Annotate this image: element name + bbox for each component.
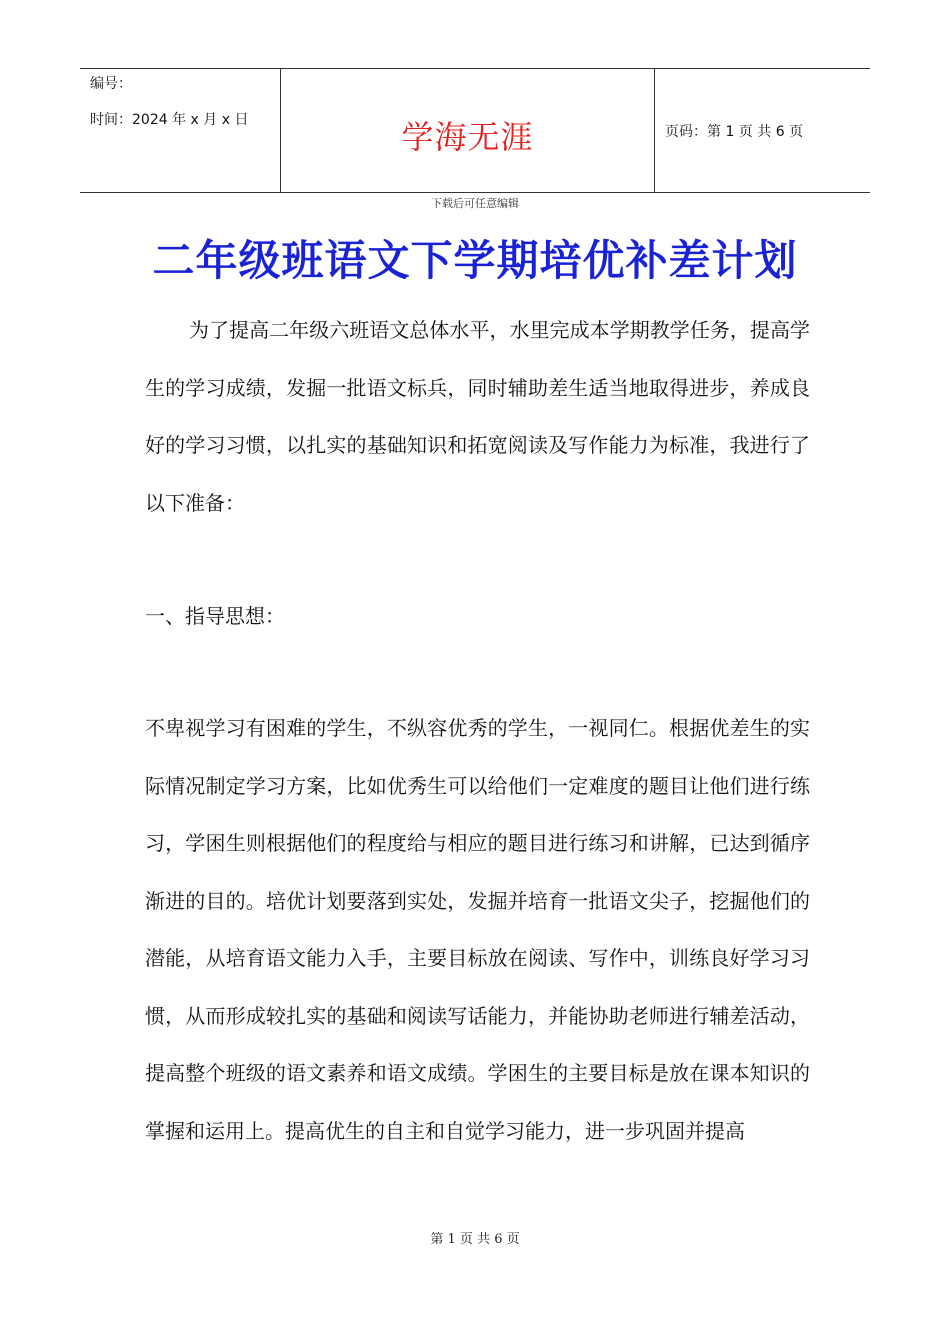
document-header <box>80 68 870 193</box>
document-number-label: 编号： <box>90 76 132 92</box>
document-title: 二年级班语文下学期培优补差计划 <box>152 236 798 285</box>
header-info-cell <box>80 69 281 192</box>
section-body-paragraph: 不卑视学习有困难的学生，不纵容优秀的学生，一视同仁。根据优差生的实际情况制定学习方案，比如优秀生可以给他们一定难度的题目让他们进行练习，学困生则根据他们的程度给与相应的题目进行练习和讲解，已达到循序渐进的目的。培优计划要落到实处，发掘并培育一批语文尖子，挖掘他们的潜能，从培育语文能力入手，主要目标放在阅读、写作中，训练良好学习习惯，从而形成较扎实的基础和阅读写话能力，并能协助老师进行辅差活动，提高整个班级的语文素养和语文成绩。学困生的主要目标是放在课本知识的掌握和运用上。提高优生的自主和自觉学习能力，进一步巩固并提高 <box>145 716 810 1143</box>
page-code-label: 页码：第 1 页 共 6 页 <box>665 123 804 140</box>
brand-title: 学海无涯 <box>401 117 534 156</box>
section-heading: 一、指导思想： <box>145 604 285 628</box>
header-brand-cell <box>281 69 655 192</box>
download-note: 下载后可任意编辑 <box>431 197 519 210</box>
page-footer: 第 1 页 共 6 页 <box>430 1232 520 1247</box>
intro-paragraph: 为了提高二年级六班语文总体水平，水里完成本学期教学任务，提高学生的学习成绩，发掘一批语文标兵，同时辅助差生适当地取得进步，养成良好的学习习惯，以扎实的基础知识和拓宽阅读及写作能力为标准，我进行了以下准备： <box>145 318 810 515</box>
header-page-cell <box>655 69 870 192</box>
document-time-label: 时间：2024 年 x 月 x 日 <box>90 112 249 128</box>
